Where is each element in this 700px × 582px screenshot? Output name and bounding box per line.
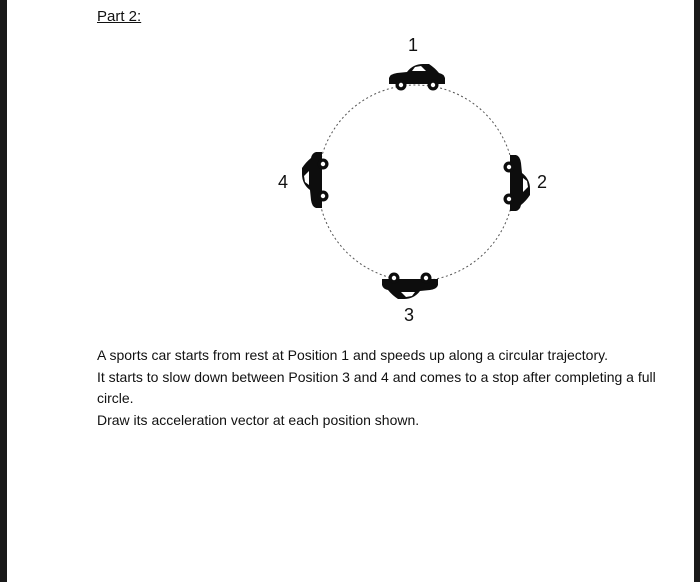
part-heading: Part 2: bbox=[97, 8, 142, 25]
position-label-2: 2 bbox=[537, 172, 548, 192]
car-position-4 bbox=[302, 152, 329, 208]
position-label-4: 4 bbox=[278, 172, 289, 192]
trajectory-circle bbox=[318, 85, 514, 281]
car-position-3 bbox=[382, 273, 438, 300]
car-position-2 bbox=[504, 155, 531, 211]
car-position-1 bbox=[389, 64, 445, 91]
position-label-3: 3 bbox=[404, 305, 415, 325]
problem-line-1: A sports car starts from rest at Position 1 and speeds up along a circular trajectory. bbox=[97, 347, 608, 363]
problem-line-2: It starts to slow down between Position 3 and 4 and comes to a stop after completing a full circle. bbox=[97, 368, 656, 406]
problem-line-3: Draw its acceleration vector at each position shown. bbox=[97, 411, 420, 428]
problem-statement bbox=[97, 345, 687, 431]
position-label-1: 1 bbox=[408, 35, 419, 55]
